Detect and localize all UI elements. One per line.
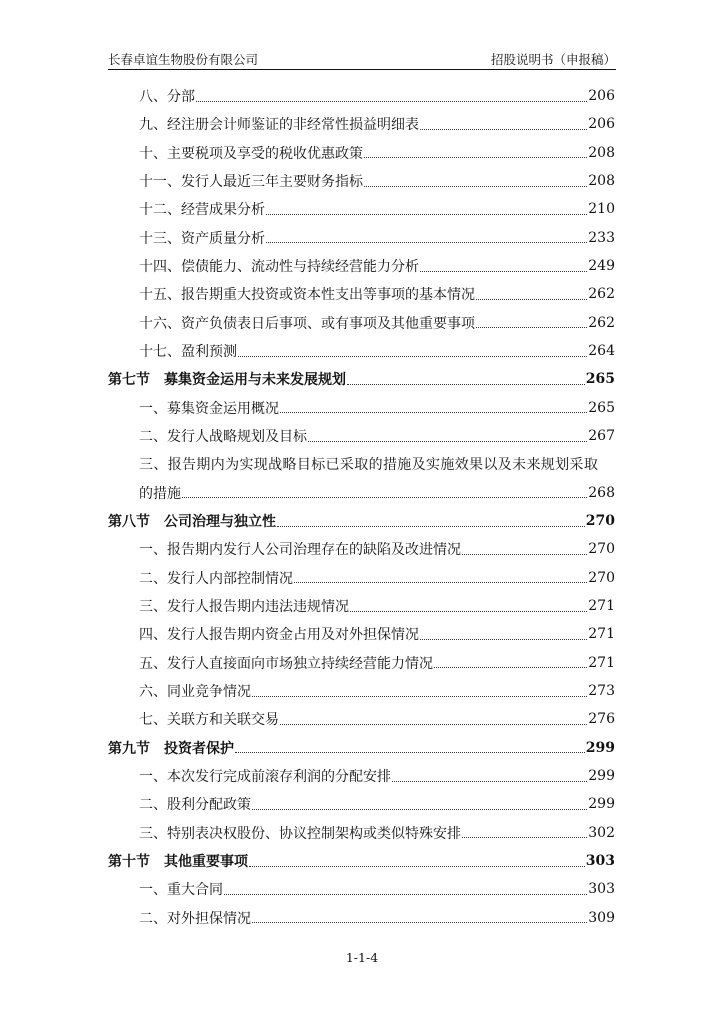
toc-section-entry[interactable] bbox=[108, 847, 615, 875]
toc-page-number: 273 bbox=[588, 683, 615, 700]
toc-entry-label: 十一、发行人最近三年主要财务指标 bbox=[139, 174, 363, 191]
toc-dot-leader bbox=[252, 922, 587, 923]
toc-page-number: 206 bbox=[588, 88, 615, 105]
toc-entry-label: 十五、报告期重大投资或资本性支出等事项的基本情况 bbox=[139, 287, 475, 304]
toc-dot-leader bbox=[392, 781, 587, 782]
toc-entry-label: 十、主要税项及享受的税收优惠政策 bbox=[139, 145, 363, 162]
toc-page-number: 208 bbox=[588, 173, 615, 190]
toc-entry[interactable] bbox=[108, 309, 615, 337]
toc-page-number: 303 bbox=[588, 881, 615, 898]
toc-entry[interactable] bbox=[108, 875, 615, 903]
toc-entry[interactable] bbox=[108, 649, 615, 677]
toc-dot-leader bbox=[462, 554, 587, 555]
toc-entry-label: 七、关联方和关联交易 bbox=[139, 712, 279, 729]
toc-dot-leader bbox=[277, 526, 585, 527]
toc-entry-label: 二、股利分配政策 bbox=[139, 797, 251, 814]
toc-dot-leader bbox=[420, 129, 587, 130]
toc-entry[interactable] bbox=[108, 819, 615, 847]
toc-page-number: 271 bbox=[588, 626, 615, 643]
toc-dot-leader bbox=[196, 101, 587, 102]
toc-entry-label: 九、经注册会计师鉴证的非经常性损益明细表 bbox=[139, 117, 419, 134]
toc-entry[interactable] bbox=[108, 790, 615, 818]
toc-entry-label: 二、发行人内部控制情况 bbox=[139, 570, 293, 587]
toc-dot-leader bbox=[462, 837, 587, 838]
toc-page-number: 299 bbox=[588, 796, 615, 813]
toc-entry[interactable] bbox=[108, 337, 615, 365]
page-header bbox=[108, 50, 616, 68]
toc-page-number: 265 bbox=[585, 371, 615, 388]
toc-dot-leader bbox=[249, 866, 585, 867]
toc-entry-label: 的措施 bbox=[139, 485, 181, 502]
toc-dot-leader bbox=[266, 242, 587, 243]
toc-page-number: 270 bbox=[588, 569, 615, 586]
toc-page-number: 264 bbox=[588, 343, 615, 360]
toc-entry-label: 第九节 投资者保护 bbox=[108, 740, 234, 757]
toc-entry-label: 第七节 募集资金运用与未来发展规划 bbox=[108, 372, 346, 389]
toc-dot-leader bbox=[280, 412, 587, 413]
toc-page-number: 276 bbox=[588, 711, 615, 728]
toc-entry-label: 三、发行人报告期内违法违规情况 bbox=[139, 599, 349, 616]
toc-entry[interactable] bbox=[108, 479, 615, 507]
toc-page-number: 302 bbox=[588, 824, 615, 841]
toc-dot-leader bbox=[308, 441, 587, 442]
toc-entry[interactable] bbox=[108, 394, 615, 422]
toc-dot-leader bbox=[420, 271, 587, 272]
toc-entry[interactable] bbox=[108, 620, 615, 648]
toc-entry-label: 三、特别表决权股份、协议控制架构或类似特殊安排 bbox=[139, 825, 461, 842]
table-of-contents bbox=[108, 82, 615, 932]
toc-page-number: 270 bbox=[588, 541, 615, 558]
toc-page-number: 262 bbox=[588, 314, 615, 331]
toc-section-entry[interactable] bbox=[108, 734, 615, 762]
toc-dot-leader bbox=[266, 214, 587, 215]
toc-entry[interactable] bbox=[108, 224, 615, 252]
toc-dot-leader bbox=[252, 809, 587, 810]
header-rule bbox=[108, 69, 616, 70]
toc-entry[interactable] bbox=[108, 705, 615, 733]
toc-dot-leader bbox=[182, 497, 587, 498]
toc-entry[interactable] bbox=[108, 592, 615, 620]
toc-entry-label: 四、发行人报告期内资金占用及对外担保情况 bbox=[139, 627, 419, 644]
toc-entry-label: 十二、经营成果分析 bbox=[139, 202, 265, 219]
toc-section-entry[interactable] bbox=[108, 507, 615, 535]
toc-entry[interactable] bbox=[108, 195, 615, 223]
toc-entry-label: 二、发行人战略规划及目标 bbox=[139, 429, 307, 446]
toc-entry-label: 十七、盈利预测 bbox=[139, 344, 237, 361]
toc-page-number: 233 bbox=[588, 229, 615, 246]
toc-dot-leader bbox=[280, 724, 587, 725]
toc-page-number: 309 bbox=[588, 909, 615, 926]
toc-page-number: 265 bbox=[588, 399, 615, 416]
toc-entry[interactable] bbox=[108, 252, 615, 280]
toc-dot-leader bbox=[476, 327, 587, 328]
toc-dot-leader bbox=[434, 667, 587, 668]
toc-entry[interactable] bbox=[108, 167, 615, 195]
toc-dot-leader bbox=[238, 356, 587, 357]
toc-dot-leader bbox=[294, 582, 587, 583]
toc-entry[interactable] bbox=[108, 280, 615, 308]
toc-entry[interactable] bbox=[108, 82, 615, 110]
toc-dot-leader bbox=[476, 299, 587, 300]
toc-entry-label: 十六、资产负债表日后事项、或有事项及其他重要事项 bbox=[139, 315, 475, 332]
toc-entry-label: 十三、资产质量分析 bbox=[139, 230, 265, 247]
toc-entry-label: 六、同业竞争情况 bbox=[139, 684, 251, 701]
toc-entry-label: 一、募集资金运用概况 bbox=[139, 400, 279, 417]
toc-entry[interactable] bbox=[108, 762, 615, 790]
toc-dot-leader bbox=[420, 639, 587, 640]
toc-page-number: 271 bbox=[588, 598, 615, 615]
toc-dot-leader bbox=[235, 752, 585, 753]
toc-entry-label: 三、报告期内为实现战略目标已采取的措施及实施效果以及未来规划采取 bbox=[139, 457, 599, 474]
toc-page-number: 268 bbox=[588, 484, 615, 501]
toc-entry-label: 十四、偿债能力、流动性与持续经营能力分析 bbox=[139, 259, 419, 276]
toc-entry-label: 一、报告期内发行人公司治理存在的缺陷及改进情况 bbox=[139, 542, 461, 559]
toc-entry[interactable] bbox=[108, 564, 615, 592]
toc-page-number: 299 bbox=[588, 768, 615, 785]
toc-page-number: 267 bbox=[588, 428, 615, 445]
document-title: 招股说明书（申报稿） bbox=[490, 52, 616, 67]
toc-page-number: 249 bbox=[588, 258, 615, 275]
toc-dot-leader bbox=[364, 157, 587, 158]
toc-page-number: 303 bbox=[585, 853, 615, 870]
toc-entry[interactable] bbox=[108, 450, 615, 478]
toc-page-number: 210 bbox=[588, 201, 615, 218]
toc-entry-label: 第十节 其他重要事项 bbox=[108, 854, 248, 871]
toc-entry[interactable] bbox=[108, 139, 615, 167]
toc-page-number: 270 bbox=[585, 513, 615, 530]
toc-dot-leader bbox=[347, 384, 585, 385]
toc-entry[interactable] bbox=[108, 422, 615, 450]
toc-dot-leader bbox=[364, 186, 587, 187]
toc-entry[interactable] bbox=[108, 535, 615, 563]
toc-entry-label: 一、本次发行完成前滚存利润的分配安排 bbox=[139, 769, 391, 786]
toc-page-number: 206 bbox=[588, 116, 615, 133]
toc-entry-label: 八、分部 bbox=[139, 89, 195, 106]
toc-page-number: 208 bbox=[588, 144, 615, 161]
toc-dot-leader bbox=[252, 696, 587, 697]
company-name: 长春卓谊生物股份有限公司 bbox=[108, 52, 259, 67]
toc-dot-leader bbox=[224, 894, 587, 895]
toc-page-number: 299 bbox=[585, 739, 615, 756]
toc-entry-label: 五、发行人直接面向市场独立持续经营能力情况 bbox=[139, 655, 433, 672]
toc-entry-label: 第八节 公司治理与独立性 bbox=[108, 514, 276, 531]
toc-entry[interactable] bbox=[108, 110, 615, 138]
toc-entry-label: 一、重大合同 bbox=[139, 882, 223, 899]
toc-entry[interactable] bbox=[108, 677, 615, 705]
toc-page-number: 271 bbox=[588, 654, 615, 671]
page-number: 1-1-4 bbox=[345, 950, 379, 965]
toc-dot-leader bbox=[350, 611, 587, 612]
toc-entry-label: 二、对外担保情况 bbox=[139, 910, 251, 927]
toc-entry[interactable] bbox=[108, 904, 615, 932]
toc-page-number: 262 bbox=[588, 286, 615, 303]
toc-section-entry[interactable] bbox=[108, 365, 615, 393]
